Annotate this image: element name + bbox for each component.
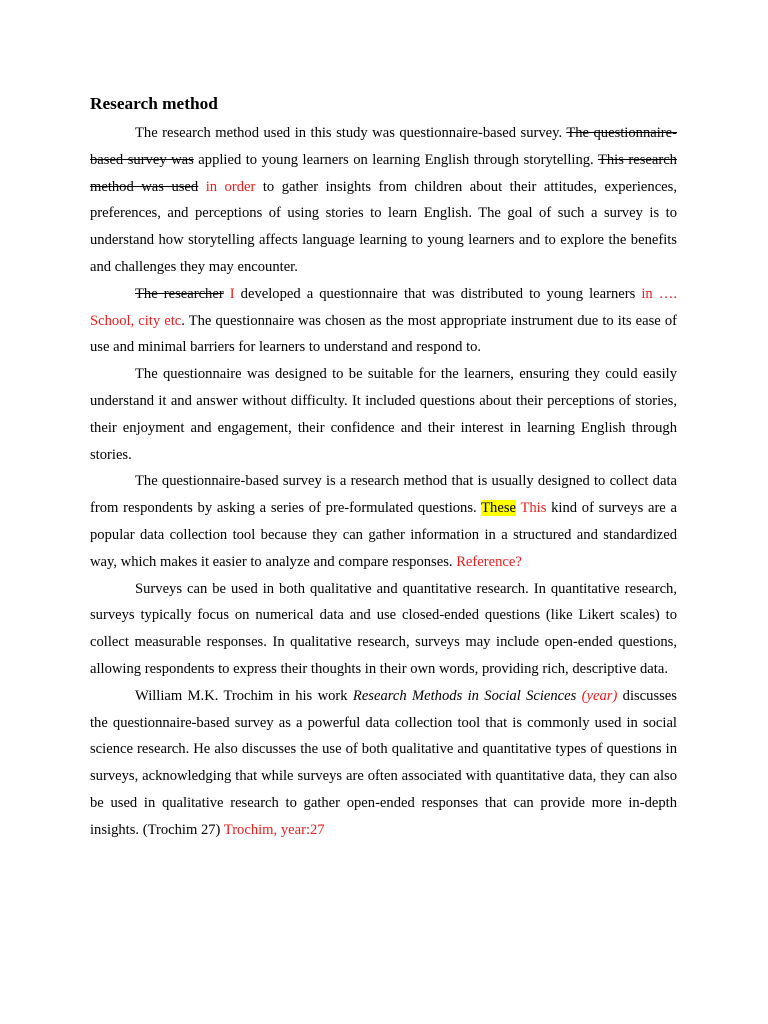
inserted-text: in order bbox=[198, 178, 256, 195]
inserted-text: Trochim, year:27 bbox=[223, 821, 325, 838]
text-run: to gather insights from children about their attitudes, experiences, preferences, and perceptions of using stories to learn English. The goal of such a survey is to understand how storytelling affects language learning to young learners and to explore the benefits and challenges they may encounter. bbox=[90, 178, 677, 275]
paragraph-5: Surveys can be used in both qualitative and quantitative research. In quantitative research, surveys typically focus on numerical data and use closed-ended questions (like Likert scales) to collect measurable responses. In qualitative research, surveys may include open-ended questions, allowing respondents to express their thoughts in their own words, providing rich, descriptive data. bbox=[90, 580, 677, 677]
paragraph-3: The questionnaire was designed to be suitable for the learners, ensuring they could easily understand it and answer without difficulty. It included questions about their perceptions of stories, their enjoyment and engagement, their confidence and their interest in learning English through stories. bbox=[90, 366, 677, 463]
section-heading: Research method bbox=[90, 94, 218, 113]
inserted-text: I bbox=[223, 285, 235, 302]
text-run: discusses the questionnaire-based survey as a powerful data collection tool that is commonly used in social science research. He also discusses the use of both qualitative and quantitative types of questions in surveys, acknowledging that while surveys are often associated with quantitative data, they can also be used in qualitative research to gather open-ended responses that can provide more in-depth insights. (Trochim 27) bbox=[90, 687, 677, 838]
highlighted-text: These bbox=[481, 500, 516, 517]
deleted-text: The researcher bbox=[135, 285, 224, 302]
inserted-text: This bbox=[516, 500, 547, 517]
paragraph-6 bbox=[90, 683, 677, 844]
text-run: The research method used in this study was questionnaire-based survey. bbox=[135, 125, 567, 141]
inserted-text: Reference? bbox=[456, 553, 522, 570]
text-run: The questionnaire-based survey is a research method that is usually designed to collect data from respondents by asking a series of pre-formulated questions. bbox=[90, 473, 677, 517]
book-title: Research Methods in Social Sciences bbox=[352, 687, 577, 704]
text-run: kind of surveys are a popular data collection tool because they can gather information in a structured and standardized way, which makes it easier to analyze and compare responses. bbox=[90, 500, 677, 570]
text-run: applied to young learners on learning English through storytelling. bbox=[193, 151, 598, 168]
paragraph-1 bbox=[90, 120, 677, 281]
document-body bbox=[90, 92, 677, 844]
deleted-text: The questionnaire-based survey was bbox=[90, 125, 677, 168]
deleted-text: This research method was used bbox=[90, 151, 677, 195]
inserted-text: in …. School, city etc bbox=[90, 285, 677, 329]
paragraph-4 bbox=[90, 468, 677, 575]
text-run: William M.K. Trochim in his work bbox=[135, 687, 353, 704]
text-run: . The questionnaire was chosen as the most appropriate instrument due to its ease of use and minimal barriers for learners to understand and respond to. bbox=[90, 312, 677, 356]
paragraph-2 bbox=[90, 281, 677, 361]
text-run: developed a questionnaire that was distributed to young learners bbox=[234, 285, 642, 302]
inserted-text: (year) bbox=[576, 687, 618, 704]
